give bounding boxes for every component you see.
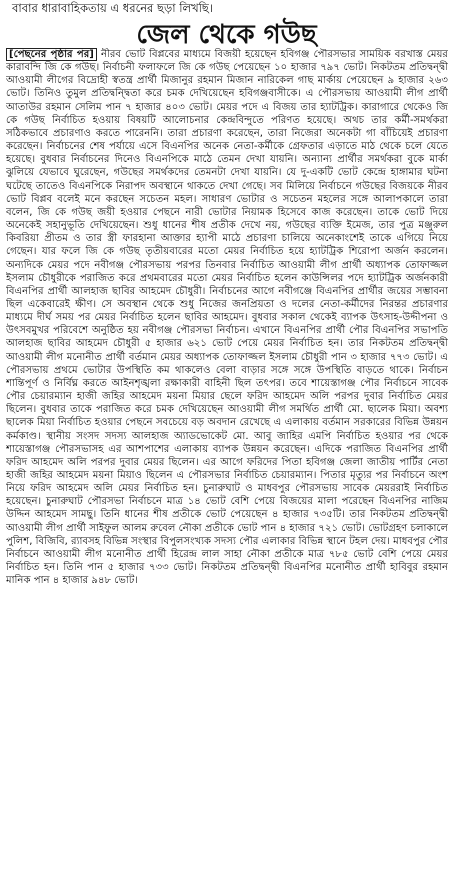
continuation-tag: [পেছনের পৃষ্ঠার পর]: [6, 48, 97, 61]
article-body: [6, 48, 448, 876]
previous-article-fragment: বাবার ধারাবাহিকতায় এ ধরনের ছড়া লিখছি।: [12, 1, 213, 15]
headline: জেল থেকে গউছ: [136, 20, 317, 50]
article-text: নীরব ভোট বিপ্লবের মাধ্যমে বিজয়ী হয়েছেন হবিগঞ্জ পৌরসভার সাময়িক বরখাস্ত মেয়র কারাবন্দি জি কে গউছ। নির্বাচনী ফলাফলে জি কে গউছ পেয়েছেন ১০ হাজার ৭৯৭ ভোট। নিকটতম প্রতিদ্বন্দ্বী আওয়ামী লীগের বিদ্রোহী স্বতন্ত্র প্রার্থী মিজানুর রহমান মিজান নারিকেল গাছ মার্কায় পেয়েছেন ৯ হাজার ২৬৩ ভোট। তিনিও তুমুল প্রতিদ্বন্দ্বিতা করে চমক দেখিয়েছেন হবিগঞ্জবাসীকে। এ পৌরসভায় আওয়ামী লীগ প্রার্থী আতাউর রহমান সেলিম পান ৭ হাজার ৪০৩ ভোট। মেয়র পদে এ বিজয় তার হ্যাটট্রিক। কারাগারে থেকেও জি কে গউছ নির্বাচিত হওয়ায় বিষয়টি আলোচনার কেন্দ্রবিন্দুতে পরিণত হয়েছে। অথচ তার কর্মী-সমর্থকরা সঠিকভাবে প্রচারণাও করতে পারেননি। তারা প্রচারণা করেছেন, তারা নিজেরা অনেকটা গা বাঁচিয়েই প্রচারণা করেছেন। নির্বাচনের শেষ পর্যায়ে এসে বিএনপির অনেক নেতা-কর্মীকে গ্রেফতার এড়াতে মাঠ থেকে চলে যেতে হয়েছে। বুধবার নির্বাচনের দিনেও বিএনপিকে মাঠে তেমন দেখা যায়নি। অন্যান্য প্রার্থীর সমর্থকরা বুকে মার্কা ঝুলিয়ে যেভাবে ঘুরেছেন, গউছের সমর্থকদের তেমনটা দেখা যায়নি। যে দু-একটি ভোট কেন্দ্রে হাঙ্গামার ঘটনা ঘটেছে তাতেও বিএনপিকে নিরাপদ অবস্থানে থাকতে দেখা গেছে। সব মিলিয়ে নির্বাচনে গউছের বিজয়কে নীরব ভোট বিপ্লব বলেই মনে করছেন সচেতন মহল। সাধারণ ভোটার ও সচেতন মহলের সঙ্গে আলাপকালে তারা বলেন, জি কে গউছ জয়ী হওয়ার পেছনে নারী ভোটার নিয়ামক হিসেবে কাজ করেছেন। তাকে ভোট দিয়ে অনেকেই সহানুভূতি দেখিয়েছেন। শুধু ধানের শীষ প্রতীক দেখে নয়, গউছের ব্যক্তি ইমেজ, তার পুত্র মঞ্জুরুল কিবরিয়া প্রীতম ও তার স্ত্রী ফারহানা আক্তার হ্যাপী মাঠে প্রচারণা চালিয়ে অনেকাংশেই তাকে এগিয়ে নিয়ে গেছেন। যার ফলে জি কে গউছ তৃতীয়বারের মতো মেয়র নির্বাচিত হয়ে হ্যাটট্রিক শিরোপা অর্জন করলেন। অন্যদিকে মেয়র পদে নবীগঞ্জ পৌরসভায় পরপর তিনবার নির্বাচিত আওয়ামী লীগ প্রার্থী অধ্যাপক তোফাজ্জল ইসলাম চৌধুরীকে পরাজিত করে প্রথমবারের মতো মেয়র নির্বাচিত হলেন কাউন্সিলর পদে হ্যাটট্রিক অর্জনকারী বিএনপির প্রার্থী আলহাজ ছাবির আহমেদ চৌধুরী। নির্বাচনের আগে নবীগঞ্জে বিএনপির প্রার্থীর জয়ের সম্ভাবনা ছিল একেবারেই ক্ষীণ। সে অবস্থান থেকে শুধু নিজের জনপ্রিয়তা ও দলের নেতা-কর্মীদের নিরন্তর প্রচারণার মাধ্যমে দীর্ঘ সময় পর মেয়র নির্বাচিত হলেন ছাবির আহমেদ। বুধবার সকাল থেকেই ব্যাপক উৎসাহ-উদ্দীপনা ও উৎসবমুখর পরিবেশে অনুষ্ঠিত হয় নবীগঞ্জ পৌরসভা নির্বাচন। এখানে বিএনপির প্রার্থী পৌর বিএনপির সভাপতি আলহাজ ছাবির আহমেদ চৌধুরী ৫ হাজার ৬২১ ভোট পেয়ে মেয়র নির্বাচিত হন। তার নিকটতম প্রতিদ্বন্দ্বী আওয়ামী লীগ মনোনীত প্রার্থী বর্তমান মেয়র অধ্যাপক তোফাজ্জল ইসলাম চৌধুরী পান ৩ হাজার ৭৭৩ ভোট। এ পৌরসভায় প্রথমে ভোটার উপস্থিতি কম থাকলেও বেলা বাড়ার সঙ্গে সঙ্গে উপস্থিতি বাড়তে থাকে। নির্বাচন শান্তিপূর্ণ ও নির্বিঘ্ন করতে আইনশৃঙ্খলা রক্ষাকারী বাহিনী ছিল তৎপর। তবে শায়েস্তাগঞ্জ পৌর নির্বাচনে সাবেক পৌর চেয়ারম্যান হাজী জহির আহমেদ ময়না মিয়ার ছেলে ফরিদ আহমেদ অলি পরপর দুবার নির্বাচিত মেয়র ছিলেন। বুধবার তাকে পরাজিত করে চমক দেখিয়েছেন আওয়ামী লীগ সমর্থিত প্রার্থী মো. ছালেক মিয়া। অবশ্য ছালেক মিয়া নির্বাচিত হওয়ার পেছনে সবচেয়ে বড় অবদান রেখেছে এ এলাকায় বর্তমান সরকারের বিভিন্ন উন্নয়ন কর্মকাণ্ড। স্থানীয় সংসদ সদস্য আলহাজ অ্যাডভোকেট মো. আবু জাহির এমপি নির্বাচিত হওয়ার পর থেকে শায়েস্তাগঞ্জ পৌরসভাসহ এর আশপাশের এলাকায় ব্যাপক উন্নয়ন করেছেন। এদিকে পরাজিত বিএনপির প্রার্থী ফরিদ আহমেদ অলি পরপর দুবার মেয়র ছিলেন। এর আগে ফরিদের পিতা হবিগঞ্জ জেলা জাতীয় পার্টির নেতা হাজী জহির আহমেদ ময়না মিয়াও ছিলেন এ পৌরসভার নির্বাচিত চেয়ারম্যান। পিতার মৃত্যুর পর নির্বাচনে অংশ নিয়ে ফরিদ আহমেদ অলি মেয়র নির্বাচিত হন। চুনারুঘাট ও মাধবপুর পৌরসভায় সাবেক মেয়ররাই নির্বাচিত হয়েছেন। চুনারুঘাট পৌরসভা নির্বাচনে মাত্র ১৪ ভোট বেশি পেয়ে বিজয়ের মালা পরেছেন বিএনপির নাজিম উদ্দিন আহমেদ সামছু। তিনি ধানের শীষ প্রতীকে ভোট পেয়েছেন ৪ হাজার ৭৩৫টি। তার নিকটতম প্রতিদ্বন্দ্বী আওয়ামী লীগ প্রার্থী সাইফুল আলম রুবেল নৌকা প্রতীকে ভোট পান ৪ হাজার ৭২১ ভোট। ভোটগ্রহণ চলাকালে পুলিশ, বিজিবি, র‍্যাবসহ বিভিন্ন সংস্থার বিপুলসংখ্যক সদস্য পৌর এলাকার বিভিন্ন স্থানে টহল দেয়। মাধবপুর পৌর নির্বাচনে আওয়ামী লীগ মনোনীত প্রার্থী হিরেন্দ্র লাল সাহা নৌকা প্রতীকে মাত্র ৭৮৫ ভোট বেশি পেয়ে মেয়র নির্বাচিত হন। তিনি পান ৫ হাজার ৭৩৩ ভোট। নিকটতম প্রতিদ্বন্দ্বী বিএনপির মনোনীত প্রার্থী হাবিবুর রহমান মানিক পান ৪ হাজার ৯৪৮ ভোট।: [6, 49, 448, 587]
article-paragraph: [6, 48, 448, 587]
